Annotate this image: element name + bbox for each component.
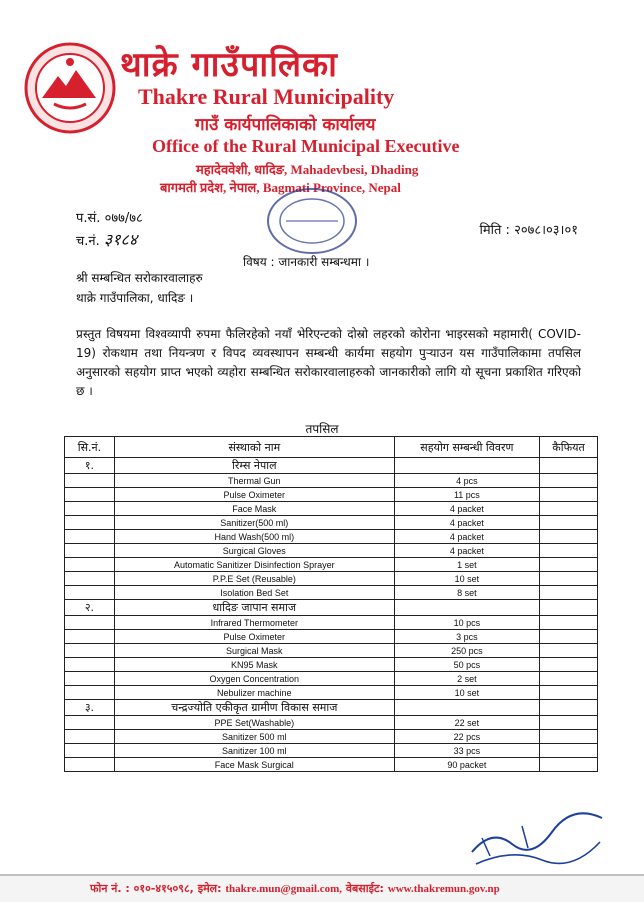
org-sn: १.	[65, 458, 115, 474]
dispatch-number-value: ३१८४	[103, 232, 138, 249]
item-name: Pulse Oximeter	[114, 630, 394, 644]
item-sn-cell	[65, 488, 115, 502]
org-name: धादिङ जापान समाज	[114, 600, 394, 616]
item-remarks-cell	[540, 672, 598, 686]
item-sn-cell	[65, 716, 115, 730]
item-quantity: 10 set	[394, 686, 539, 700]
item-name: Oxygen Concentration	[114, 672, 394, 686]
item-name: Sanitizer(500 ml)	[114, 516, 394, 530]
item-name: Sanitizer 500 ml	[114, 730, 394, 744]
item-remarks-cell	[540, 558, 598, 572]
document-date: मिति : २०७८।०३।०१	[479, 223, 578, 238]
item-row	[65, 558, 598, 572]
header-organization: संस्थाको नाम	[114, 437, 394, 458]
item-remarks-cell	[540, 516, 598, 530]
item-sn-cell	[65, 672, 115, 686]
organization-row	[65, 600, 598, 616]
item-sn-cell	[65, 502, 115, 516]
item-quantity: 90 packet	[394, 758, 539, 772]
item-name: Isolation Bed Set	[114, 586, 394, 600]
item-sn-cell	[65, 658, 115, 672]
org-remarks-cell	[540, 600, 598, 616]
official-stamp	[264, 186, 360, 256]
item-remarks-cell	[540, 744, 598, 758]
website-link[interactable]: www.thakremun.gov.np	[387, 883, 500, 895]
item-remarks-cell	[540, 586, 598, 600]
org-details-cell	[394, 458, 539, 474]
item-sn-cell	[65, 744, 115, 758]
subject-line: विषय : जानकारी सम्बन्धमा ।	[243, 255, 370, 269]
email-label: इमेल:	[197, 882, 222, 895]
table-header-row	[65, 437, 598, 458]
org-name: चन्द्रज्योति एकीकृत ग्रामीण विकास समाज	[114, 700, 394, 716]
item-quantity: 4 pcs	[394, 474, 539, 488]
item-row	[65, 544, 598, 558]
item-name: PPE Set(Washable)	[114, 716, 394, 730]
item-quantity: 4 packet	[394, 544, 539, 558]
item-sn-cell	[65, 730, 115, 744]
municipality-emblem	[24, 42, 116, 134]
item-quantity: 1 set	[394, 558, 539, 572]
item-sn-cell	[65, 530, 115, 544]
item-row	[65, 672, 598, 686]
item-name: Pulse Oximeter	[114, 488, 394, 502]
item-remarks-cell	[540, 658, 598, 672]
item-sn-cell	[65, 644, 115, 658]
recipient-line-1: श्री सम्बन्धित सरोकारवालाहरु	[76, 271, 203, 285]
phone-label: फोन नं.	[90, 882, 122, 895]
item-remarks-cell	[540, 758, 598, 772]
item-row	[65, 658, 598, 672]
header-sn: सि.नं.	[65, 437, 115, 458]
item-name: Surgical Gloves	[114, 544, 394, 558]
item-name: P.P.E Set (Reusable)	[114, 572, 394, 586]
org-details-cell	[394, 600, 539, 616]
item-row	[65, 686, 598, 700]
item-quantity: 4 packet	[394, 516, 539, 530]
municipality-title-nepali: थाक्रे गाउँपालिका	[120, 45, 338, 85]
item-remarks-cell	[540, 730, 598, 744]
office-title-nepali: गाउँ कार्यपालिकाको कार्यालय	[195, 115, 376, 135]
header-details: सहयोग सम्बन्धी विवरण	[394, 437, 539, 458]
item-name: Automatic Sanitizer Disinfection Sprayer	[114, 558, 394, 572]
item-quantity: 10 pcs	[394, 616, 539, 630]
item-quantity: 10 set	[394, 572, 539, 586]
municipality-title-english: Thakre Rural Municipality	[138, 84, 395, 109]
item-name: Nebulizer machine	[114, 686, 394, 700]
item-row	[65, 744, 598, 758]
footer-contact	[90, 881, 500, 896]
reference-number: प.सं. ०७७/७८	[76, 211, 143, 226]
website-label: वेबसाईट:	[345, 882, 384, 895]
item-remarks-cell	[540, 686, 598, 700]
phone-number: : ०१०-४१५०९८,	[125, 882, 194, 895]
item-row	[65, 586, 598, 600]
dispatch-number	[76, 228, 143, 248]
item-sn-cell	[65, 758, 115, 772]
item-quantity: 4 packet	[394, 530, 539, 544]
item-quantity: 33 pcs	[394, 744, 539, 758]
item-name: Face Mask Surgical	[114, 758, 394, 772]
item-sn-cell	[65, 558, 115, 572]
item-remarks-cell	[540, 530, 598, 544]
item-sn-cell	[65, 516, 115, 530]
item-row	[65, 716, 598, 730]
item-quantity: 22 set	[394, 716, 539, 730]
item-sn-cell	[65, 686, 115, 700]
org-name: रिम्स नेपाल	[114, 458, 394, 474]
item-quantity: 8 set	[394, 586, 539, 600]
item-sn-cell	[65, 616, 115, 630]
org-details-cell	[394, 700, 539, 716]
recipient-line-2: थाक्रे गाउँपालिका, धादिङ ।	[76, 291, 194, 305]
item-row	[65, 530, 598, 544]
item-row	[65, 630, 598, 644]
reference-block	[76, 208, 143, 248]
item-remarks-cell	[540, 716, 598, 730]
item-remarks-cell	[540, 544, 598, 558]
donation-table	[64, 436, 598, 772]
item-row	[65, 572, 598, 586]
item-row	[65, 730, 598, 744]
item-remarks-cell	[540, 644, 598, 658]
item-sn-cell	[65, 630, 115, 644]
item-name: Thermal Gun	[114, 474, 394, 488]
header-remarks: कैफियत	[540, 437, 598, 458]
item-name: Sanitizer 100 ml	[114, 744, 394, 758]
item-name: Surgical Mask	[114, 644, 394, 658]
item-sn-cell	[65, 572, 115, 586]
dispatch-number-label: च.नं.	[76, 234, 100, 249]
email-address[interactable]: thakre.mun@gmail.com,	[225, 883, 343, 895]
recipient-block	[76, 268, 203, 308]
org-remarks-cell	[540, 700, 598, 716]
item-quantity: 50 pcs	[394, 658, 539, 672]
signature	[462, 808, 612, 874]
item-row	[65, 644, 598, 658]
office-title-english: Office of the Rural Municipal Executive	[152, 136, 460, 156]
table-title: तपसिल	[305, 422, 339, 436]
item-quantity: 3 pcs	[394, 630, 539, 644]
item-remarks-cell	[540, 616, 598, 630]
organization-row	[65, 700, 598, 716]
item-sn-cell	[65, 586, 115, 600]
item-row	[65, 516, 598, 530]
item-row	[65, 616, 598, 630]
item-name: Face Mask	[114, 502, 394, 516]
item-quantity: 4 packet	[394, 502, 539, 516]
item-row	[65, 474, 598, 488]
item-row	[65, 758, 598, 772]
item-remarks-cell	[540, 474, 598, 488]
item-remarks-cell	[540, 488, 598, 502]
item-remarks-cell	[540, 572, 598, 586]
org-sn: ३.	[65, 700, 115, 716]
item-quantity: 11 pcs	[394, 488, 539, 502]
item-sn-cell	[65, 544, 115, 558]
organization-row	[65, 458, 598, 474]
item-name: Infrared Thermometer	[114, 616, 394, 630]
item-row	[65, 488, 598, 502]
item-name: KN95 Mask	[114, 658, 394, 672]
item-quantity: 22 pcs	[394, 730, 539, 744]
item-row	[65, 502, 598, 516]
body-paragraph: प्रस्तुत विषयमा विश्वव्यापी रुपमा फैलिरहेको नयाँ भेरिएन्टको दोस्रो लहरको कोरोना भाइरसको महामारी( COVID-19) रोकथाम तथा नियन्त्रण र विपद व्यवस्थापन सम्बन्धी कार्यमा सहयोग पुऱ्याउन यस गाउँपालिकामा तपसिल अनुसारको सहयोग प्राप्त भएको व्यहोरा सम्बन्धित सरोकारवालाहरुको जानकारीको लागि यो सूचना प्रकाशित गरिएको छ ।	[76, 327, 581, 398]
item-quantity: 2 set	[394, 672, 539, 686]
org-sn: २.	[65, 600, 115, 616]
item-remarks-cell	[540, 502, 598, 516]
item-quantity: 250 pcs	[394, 644, 539, 658]
item-name: Hand Wash(500 ml)	[114, 530, 394, 544]
item-remarks-cell	[540, 630, 598, 644]
address-line-1: महादेववेशी, धादिङ, Mahadevbesi, Dhading	[196, 162, 419, 177]
org-remarks-cell	[540, 458, 598, 474]
address-line-2: बागमती प्रदेश, नेपाल, Bagmati Province, Nepal	[160, 180, 401, 195]
footer-bar	[0, 874, 644, 902]
item-sn-cell	[65, 474, 115, 488]
